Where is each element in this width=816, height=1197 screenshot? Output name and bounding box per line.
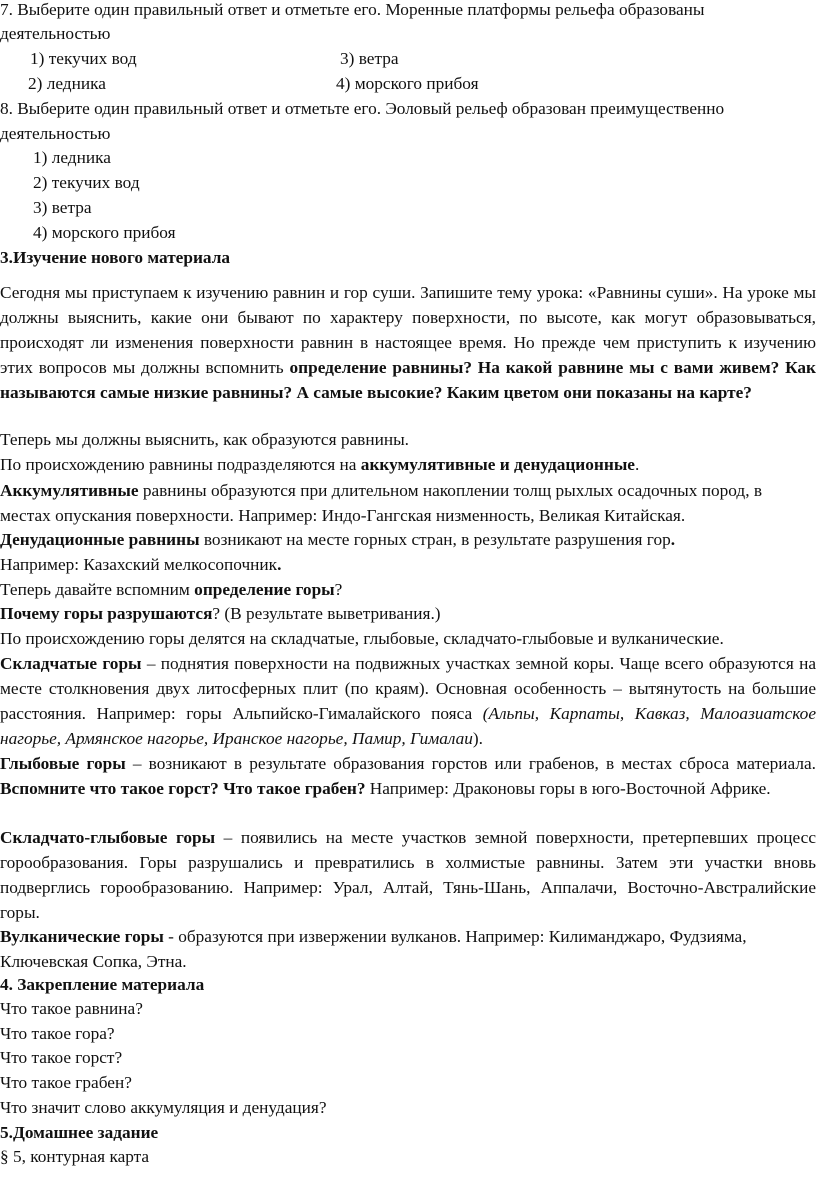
mountain-definition-qmark: ? xyxy=(334,580,343,599)
intro-questions: определение равнины? На какой равнине мы с вами живем? Как называются самые низкие равнины? А самые высокие? Каким цветом они показаны на карте? xyxy=(0,358,816,402)
section-4-heading: 4. Закрепление материала xyxy=(0,975,205,994)
q8-option-4: 4) морского прибоя xyxy=(33,223,176,242)
folded-mountains-text: – поднятия поверхности на подвижных участках земной коры. Чаще всего образуются на месте столкновения двух литосферных плит (по краям). Основная особенность – вытянутость на большие расстояния. Например: горы Альпийско-Гималайского пояса xyxy=(0,654,816,723)
section-3-heading: 3.Изучение нового материала xyxy=(0,248,231,267)
mountain-definition-term: определение горы xyxy=(194,580,335,599)
denudation-term: Денудационные равнины xyxy=(0,530,200,549)
block-mountains-questions: Вспомните что такое горст? Что такое грабен? xyxy=(0,779,366,798)
plains-formation-text: Теперь мы должны выяснить, как образуются равнины. xyxy=(0,430,410,449)
mountain-erosion-question: Почему горы разрушаются xyxy=(0,604,213,623)
block-mountains-term: Глыбовые горы xyxy=(0,754,126,773)
q7-option-4: 4) морского прибоя xyxy=(336,74,479,93)
review-question-4: Что такое грабен? xyxy=(0,1073,132,1092)
denudation-dot: . xyxy=(670,530,676,549)
block-mountains-paragraph xyxy=(0,751,816,801)
volcanic-mountains-text: - образуются при извержении вулканов. Например: Килиманджаро, Фудзияма, Ключевская Сопка, Этна. xyxy=(0,927,747,971)
homework-task: § 5, контурная карта xyxy=(0,1147,150,1166)
review-question-3: Что такое горст? xyxy=(0,1048,123,1067)
volcanic-mountains-paragraph xyxy=(0,924,816,974)
denudation-text: возникают на месте горных стран, в результате разрушения гор xyxy=(199,530,671,549)
folded-mountains-end: ). xyxy=(472,729,483,748)
fold-block-mountains-term: Складчато-глыбовые горы xyxy=(0,828,216,847)
q8-option-1: 1) ледника xyxy=(33,148,111,167)
plains-origin-paragraph xyxy=(0,453,639,477)
q8-option-2: 2) текучих вод xyxy=(33,173,140,192)
mountain-definition-line xyxy=(0,578,342,602)
folded-mountains-paragraph xyxy=(0,651,816,751)
folded-mountains-term: Складчатые горы xyxy=(0,654,142,673)
q8-title-cont: деятельностью xyxy=(0,124,111,143)
q7-option-2: 2) ледника xyxy=(28,74,106,93)
mountain-erosion-answer: ? (В результате выветривания.) xyxy=(212,604,441,623)
volcanic-mountains-term: Вулканические горы xyxy=(0,927,164,946)
q7-title-cont: деятельностью xyxy=(0,24,111,43)
accumulative-plains-paragraph xyxy=(0,478,816,528)
section-5-heading: 5.Домашнее задание xyxy=(0,1123,159,1142)
block-mountains-text: – возникают в результате образования горстов или грабенов, в местах сброса материала. xyxy=(125,754,816,773)
q8-title: 8. Выберите один правильный ответ и отметьте его. Эоловый рельеф образован преимущественно xyxy=(0,99,725,118)
denudation-example-dot: . xyxy=(277,555,282,574)
plains-origin-dot: . xyxy=(634,455,640,474)
q7-title: 7. Выберите один правильный ответ и отметьте его. Моренные платформы рельефа образованы xyxy=(0,0,705,19)
review-question-1: Что такое равнина? xyxy=(0,999,143,1018)
accumulative-term: Аккумулятивные xyxy=(0,481,139,500)
block-mountains-example: Например: Драконовы горы в юго-Восточной Африке. xyxy=(365,779,771,798)
q8-option-3: 3) ветра xyxy=(33,198,92,217)
mountain-erosion-line xyxy=(0,602,441,626)
plains-origin-text: По происхождению равнины подразделяются на xyxy=(0,455,361,474)
review-question-5: Что значит слово аккумуляция и денудация? xyxy=(0,1098,327,1117)
fold-block-mountains-paragraph xyxy=(0,825,816,925)
fold-block-mountains-text: – появились на месте участков земной поверхности, претерпевших процесс горообразования. Горы разрушались и превратились в холмистые равнины. Затем эти участки вновь подверглись горообразованию. Например: Урал, Алтай, Тянь-Шань, Аппалачи, Восточно-Австралийские горы. xyxy=(0,828,816,922)
denudation-example-text: Например: Казахский мелкосопочник xyxy=(0,555,278,574)
mountain-origin-line: По происхождению горы делятся на складчатые, глыбовые, складчато-глыбовые и вулканические. xyxy=(0,629,724,648)
q7-option-1: 1) текучих вод xyxy=(30,49,137,68)
mountain-definition-text: Теперь давайте вспомним xyxy=(0,580,195,599)
plains-origin-types: аккумулятивные и денудационные xyxy=(360,455,635,474)
section-3-intro-paragraph xyxy=(0,280,816,405)
denudation-plains-paragraph xyxy=(0,528,675,552)
accumulative-text: равнины образуются при длительном накоплении толщ рыхлых осадочных пород, в местах опускания поверхности. Например: Индо-Гангская низменность, Великая Китайская. xyxy=(0,481,763,525)
q7-option-3: 3) ветра xyxy=(340,49,399,68)
intro-text: Сегодня мы приступаем к изучению равнин и гор суши. Запишите тему урока: «Равнины суши». На уроке мы должны выяснить, какие они бывают по характеру поверхности, по высоте, как могут образовываться, происходят ли изменения поверхности равнин в настоящее время. Но прежде чем приступить к изучению этих вопросов мы должны вспомнить xyxy=(0,283,816,377)
review-question-2: Что такое гора? xyxy=(0,1024,115,1043)
denudation-example xyxy=(0,553,281,577)
folded-mountains-examples: (Альпы, Карпаты, Кавказ, Малоазиатское нагорье, Армянское нагорье, Иранское нагорье, Памир, Гималаи xyxy=(0,704,816,748)
